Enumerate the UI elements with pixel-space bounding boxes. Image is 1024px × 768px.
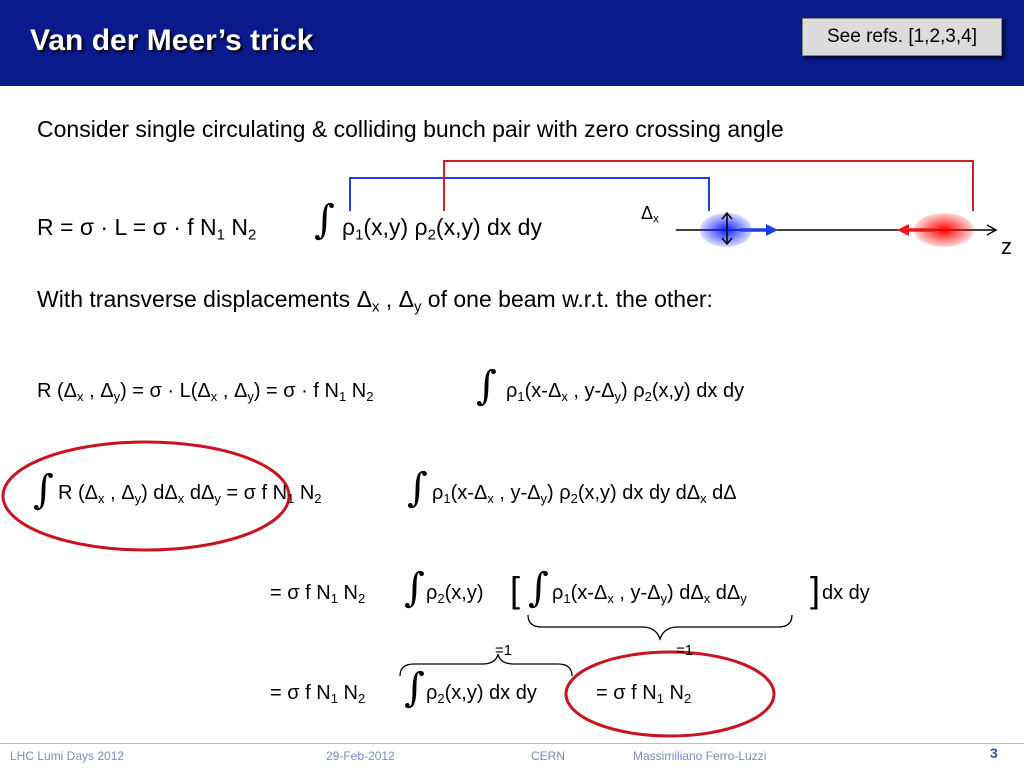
left-bracket: [	[510, 569, 521, 610]
footer-divider	[0, 743, 1024, 744]
integral-icon: ∫	[528, 565, 549, 611]
equation-1-rhs: $\rho_1(x,y)$ $\rho_2(x,y)$ dx dy	[342, 214, 542, 244]
displacement-text: With transverse displacements $\Delta_x$ , $\Delta_y$ of one beam w.r.t. the other:	[37, 286, 713, 316]
equation-4-inner: $\rho_1(x-\Delta_x$ , $y-\Delta_y$) $d\Delta_x$ $d\Delta_y$	[552, 582, 747, 606]
equation-5-result: = σ f $N_1$ $N_2$	[596, 682, 692, 706]
equation-4-lhs: = σ f $N_1$ $N_2$	[270, 582, 366, 606]
equation-5-mid: $\rho_2(x,y)$ dx dy	[426, 682, 537, 706]
integral-icon: ∫	[404, 665, 425, 711]
footer-org: CERN	[531, 749, 566, 763]
brace-label-inner: =1	[676, 642, 694, 659]
refs-box: See refs. [1,2,3,4]	[802, 18, 1002, 56]
integral-icon: ∫	[407, 465, 428, 511]
integral-icon: ∫	[404, 565, 425, 611]
equation-3-lhs: R ($\Delta_x$ , $\Delta_y$) $d\Delta_x$ $d\Delta_y = \sigma$ f $N_1$ $N_2$	[58, 482, 322, 506]
page-number: 3	[990, 745, 998, 761]
equation-4-tail: dx dy	[822, 582, 870, 604]
brace-label-outer: =1	[495, 642, 513, 659]
brace-outer	[400, 654, 572, 676]
equation-3-rhs: $\rho_1(x-\Delta_x$ , $y-\Delta_y$) $\rho_2(x,y)$ dx dy $d\Delta_x$ dΔ	[432, 482, 737, 506]
equation-2-rhs: $\rho_1(x-\Delta_x$ , $y-\Delta_y$) $\rho_2(x,y)$ dx dy	[506, 380, 745, 404]
integral-icon: ∫	[314, 197, 335, 243]
right-bracket: ]	[810, 569, 821, 610]
equation-1-lhs: R = σ · L = σ · f $N_1$ $N_2$	[37, 214, 257, 244]
footer-date: 29-Feb-2012	[326, 749, 395, 763]
z-label: z	[1001, 234, 1012, 259]
equation-2-lhs: R ($\Delta_x$ , $\Delta_y) = \sigma \cdot L(\Delta_x$ , $\Delta_y) = \sigma \cdot f$ $N_1$ $N_2$	[37, 380, 374, 404]
delta-x-label: $\Delta_x$	[641, 203, 659, 226]
footer-author: Massimiliano Ferro-Luzzi	[633, 749, 767, 763]
footer-event: LHC Lumi Days 2012	[10, 749, 125, 763]
brace-inner	[528, 615, 792, 639]
equation-4-mid: $\rho_2(x,y)$	[426, 582, 484, 606]
integral-icon: ∫	[476, 363, 497, 409]
slide-title: Van der Meer’s trick	[30, 24, 314, 57]
integral-icon: ∫	[33, 467, 54, 513]
equation-5-lhs: = σ f $N_1$ $N_2$	[270, 682, 366, 706]
intro-text: Consider single circulating & colliding bunch pair with zero crossing angle	[37, 116, 784, 142]
